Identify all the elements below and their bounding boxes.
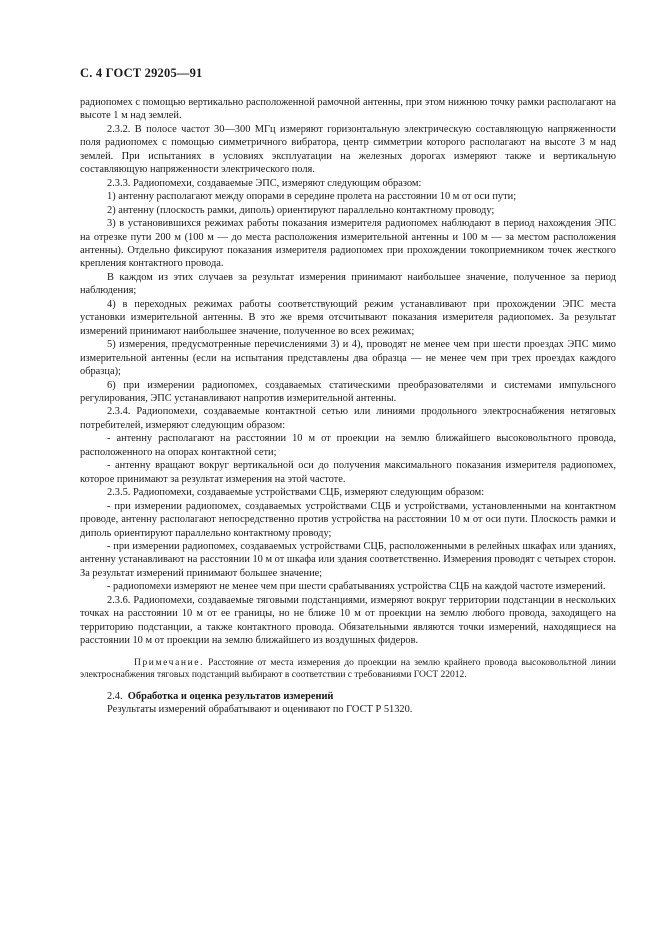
dash-item-2-3-4-a: - антенну располагают на расстоянии 10 м от проекции на землю ближайшего высоковольтного провода, расположенного на опорах контактной сети; (80, 433, 616, 458)
paragraph-2-3-6: 2.3.6. Радиопомехи, создаваемые тяговыми подстанциями, измеряют вокруг территории подстанции в нескольких точках на расстоянии 10 м от ее границы, но не ближе 10 м от проекции на землю любого провода, заходящего на территорию подстанции, а также контактного провода. Обязательными являются точки измерений, находящиеся на расстоянии 10 м от проекции на землю ближайшего из воздушных фидеров. (80, 594, 616, 647)
note-label: Примечание. (134, 657, 205, 668)
note (80, 657, 616, 682)
paragraph-2-3-2: 2.3.2. В полосе частот 30—300 МГц измеряют горизонтальную электрическую составляющую напряженности поля радиопомех с помощью симметричного вибратора, центр симметрии которого располагают на высоте 3 м над землей. При испытаниях в условиях эксплуатации на железных дорогах измеряют также и вертикальную составляющую напряженности электрического поля. (80, 123, 616, 176)
dash-item-2-3-5-c: - радиопомехи измеряют не менее чем при шести срабатываниях устройства СЦБ на каждой частоте измерений. (107, 581, 606, 593)
document-body (80, 96, 616, 716)
section-2-4-text: Результаты измерений обрабатывают и оценивают по ГОСТ Р 51320. (107, 704, 413, 716)
list-item-5: 5) измерения, предусмотренные перечислениями 3) и 4), проводят не менее чем при шести проездах ЭПС мимо измерительной антенны (если на испытания представлены два образца — не менее чем при трех проездах каждого образца); (80, 339, 616, 378)
list-item-3: 3) в установившихся режимах работы показания измерителя радиопомех наблюдают в период нахождения ЭПС на отрезке пути 200 м (100 м — до места расположения измерительной антенны и 100 м — за местом расположения антенны). Отдельно фиксируют показания измерителя радиопомех при прохождении токоприемником точек жесткого крепления контактного провода. (80, 218, 616, 270)
section-2-4-heading (80, 690, 616, 703)
list-item-4: 4) в переходных режимах работы соответствующий режим устанавливают при прохождении ЭПС места установки измерительной антенны. В это же время отсчитывают показания измерителя радиопомех. За результат измерений принимают наибольшее значение, полученное во всех режимах; (80, 298, 616, 337)
list-item-6: 6) при измерении радиопомех, создаваемых статическими преобразователями и системами импульсного регулирования, ЭПС устанавливают напротив измерительной антенны. (80, 379, 616, 404)
paragraph-2-3-4: 2.3.4. Радиопомехи, создаваемые контактной сетью или линиями продольного электроснабжения нетяговых потребителей, измеряют следующим образом: (80, 406, 616, 431)
list-item-1: 1) антенну располагают между опорами в середине пролета на расстоянии 10 м от оси пути; (107, 191, 517, 203)
paragraph-2-3-5: 2.3.5. Радиопомехи, создаваемые устройствами СЦБ, измеряют следующим образом: (107, 487, 485, 499)
paragraph-continuation: радиопомех с помощью вертикально расположенной рамочной антенны, при этом нижнюю точку рамки располагают на высоте 1 м над землей. (80, 97, 616, 122)
note-text: Расстояние от места измерения до проекции на землю крайнего провода высоковольтной линии электроснабжения тяговых подстанций выбирают в соответствии с требованиями ГОСТ 22012. (80, 657, 616, 681)
section-title: Обработка и оценка результатов измерений (127, 690, 334, 702)
dash-item-2-3-5-a: - при измерении радиопомех, создаваемых устройствами СЦБ и устройствами, установленными на контактном проводе, антенну располагают непосредственно против устройства на расстоянии 10 м от оси пути. Плоскость рамки и диполь ориентируют параллельно контактному проводу; (80, 500, 616, 539)
paragraph-2-3-3: 2.3.3. Радиопомехи, создаваемые ЭПС, измеряют следующим образом: (107, 177, 422, 189)
list-item-2: 2) антенну (плоскость рамки, диполь) ориентируют параллельно контактному проводу; (107, 204, 495, 216)
section-number: 2.4. (107, 690, 123, 702)
dash-item-2-3-4-b: - антенну вращают вокруг вертикальной оси до получения максимального показания измерителя радиопомех, которое принимают за результат измерения на этой частоте. (80, 460, 616, 485)
page-header: С. 4 ГОСТ 29205—91 (80, 66, 203, 80)
dash-item-2-3-5-b: - при измерении радиопомех, создаваемых устройствами СЦБ, расположенными в релейных шкафах или зданиях, антенну устанавливают на расстоянии 10 м от шкафа или здания соответственно. Измерения проводят с четырех сторон. За результат измерений принимают большее значение; (80, 540, 616, 579)
paragraph-each-case: В каждом из этих случаев за результат измерения принимают наибольшее значение, полученное за период наблюдения; (80, 271, 616, 297)
